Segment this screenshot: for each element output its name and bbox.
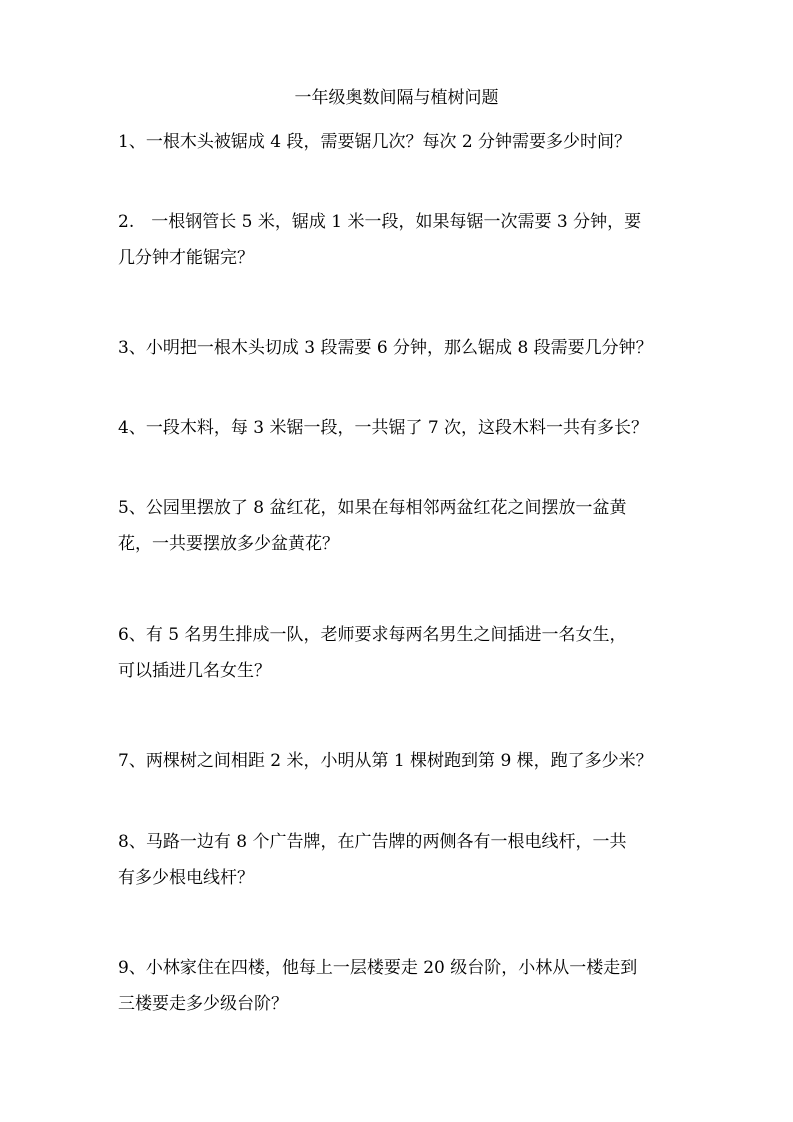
question-2-line-1: 2. 一根钢管长 5 米，锯成 1 米一段，如果每锯一次需要 3 分钟，要 — [118, 212, 642, 232]
question-9 — [118, 950, 698, 1022]
question-1-line-1: 1、一根木头被锯成 4 段，需要锯几次？每次 2 分钟需要多少时间？ — [118, 132, 632, 152]
question-8-line-2: 有多少根电线杆？ — [118, 868, 254, 888]
question-2-line-2: 几分钟才能锯完？ — [118, 248, 254, 268]
question-3-line-1: 3、小明把一根木头切成 3 段需要 6 分钟，那么锯成 8 段需要几分钟？ — [118, 338, 653, 358]
question-7-line-1: 7、两棵树之间相距 2 米，小明从第 1 棵树跑到第 9 棵，跑了多少米？ — [118, 751, 653, 771]
question-2 — [118, 204, 698, 276]
question-8-line-1: 8、马路一边有 8 个广告牌，在广告牌的两侧各有一根电线杆，一共 — [118, 832, 627, 852]
question-6-line-2: 可以插进几名女生？ — [118, 661, 271, 681]
question-3 — [118, 330, 698, 366]
question-8 — [118, 824, 698, 896]
question-7 — [118, 743, 698, 779]
question-5-line-2: 花，一共要摆放多少盆黄花？ — [118, 534, 339, 554]
question-6 — [118, 617, 698, 689]
question-9-line-1: 9、小林家住在四楼，他每上一层楼要走 20 级台阶，小林从一楼走到 — [118, 958, 638, 978]
question-1 — [118, 124, 698, 160]
question-6-line-1: 6、有 5 名男生排成一队，老师要求每两名男生之间插进一名女生， — [118, 625, 627, 645]
question-4-line-1: 4、一段木料，每 3 米锯一段，一共锯了 7 次，这段木料一共有多长？ — [118, 418, 649, 438]
question-4 — [118, 410, 698, 446]
question-5-line-1: 5、公园里摆放了 8 盆红花，如果在每相邻两盆红花之间摆放一盆黄 — [118, 498, 627, 518]
question-5 — [118, 490, 698, 562]
question-9-line-2: 三楼要走多少级台阶？ — [118, 994, 288, 1014]
worksheet-title: 一年级奥数间隔与植树问题 — [294, 88, 499, 108]
